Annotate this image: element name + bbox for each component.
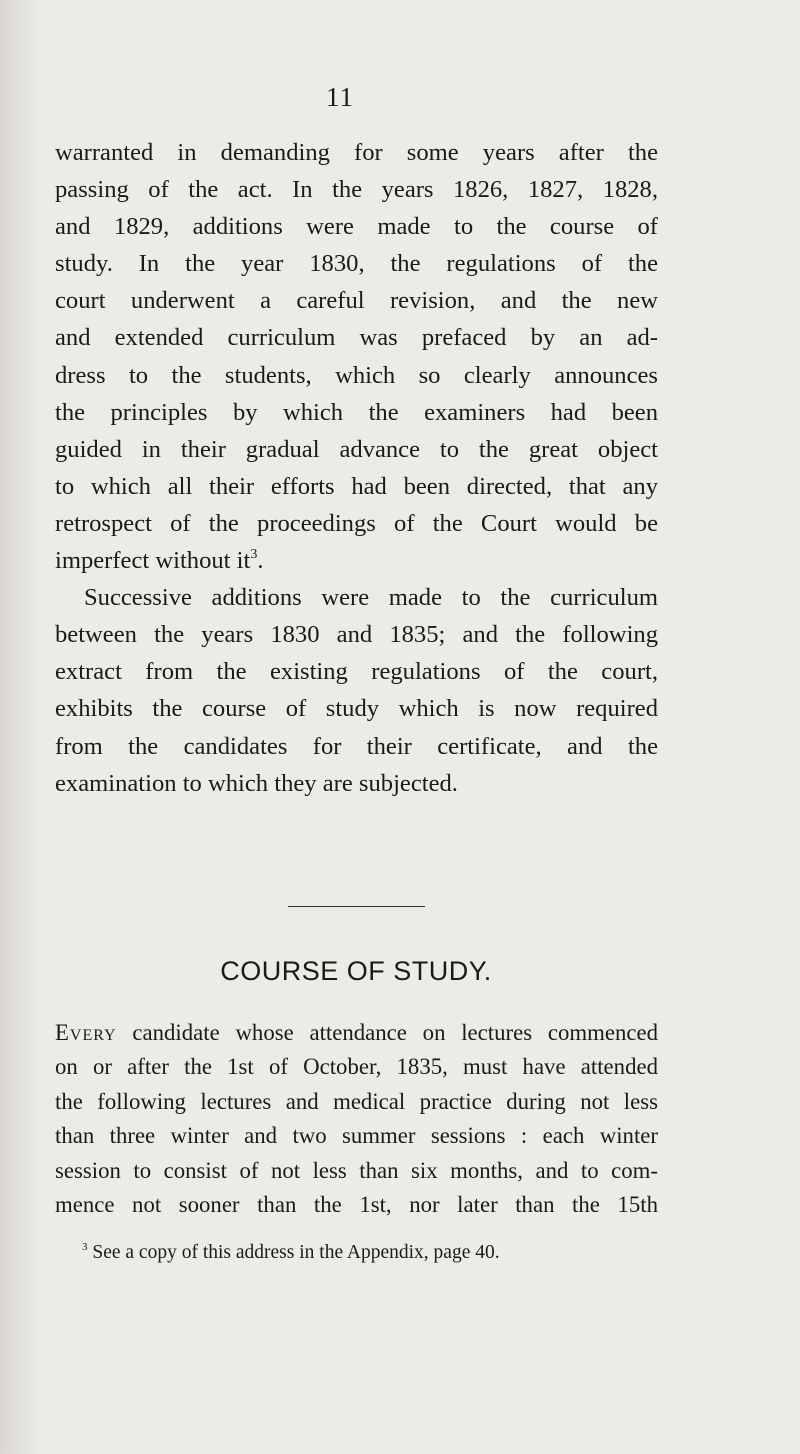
scan-shadow [0,0,44,1454]
text-line: than three winter and two summer sessions : each winter [55,1123,658,1149]
sentence-end: . [257,547,264,575]
text-line: and extended curriculum was prefaced by an ad- [55,324,658,352]
text-line: examination to which they are subjected. [55,769,458,797]
section-heading: COURSE OF STUDY. [220,956,492,986]
text-line: to which all their efforts had been directed, that any [55,472,658,500]
text-line: from the candidates for their certificate, and the [55,732,658,760]
text-line: the following lectures and medical practice during not less [55,1088,658,1114]
first-word-smallcaps: Every [55,1020,117,1045]
text-line: the principles by which the examiners had been [55,398,658,426]
text-line-content: candidate whose attendance on lectures commenced [116,1020,658,1045]
text-line: court underwent a careful revision, and the new [55,287,658,315]
text-line: between the years 1830 and 1835; and the following [55,621,658,649]
text-line [55,1016,658,1050]
section-text [55,1016,658,1222]
footnote-text: See a copy of this address in the Appendix, page 40. [87,1242,500,1263]
text-line: on or after the 1st of October, 1835, must have attended [55,1054,658,1080]
text-line-content: imperfect without it [55,547,251,575]
page-number: 11 [326,82,354,112]
footnote-reference[interactable]: 3 [250,547,258,563]
text-line: guided in their gradual advance to the great object [55,435,658,463]
section-divider [288,906,425,907]
text-line: and 1829, additions were made to the course of [55,213,658,241]
footnote-mark: 3 [82,1241,88,1253]
text-line: exhibits the course of study which is now required [55,695,658,723]
text-line: mence not sooner than the 1st, nor later than the 15th [55,1192,658,1218]
text-line: warranted in demanding for some years after the [55,139,658,166]
text-line: session to consist of not less than six months, and to com- [55,1157,658,1183]
body-text [55,134,658,802]
text-line: extract from the existing regulations of the court, [55,658,658,686]
text-line-last [55,542,658,579]
footnote [82,1241,500,1265]
text-line: study. In the year 1830, the regulations of the [55,250,658,278]
text-line: retrospect of the proceedings of the Court would be [55,509,658,537]
text-line: Successive additions were made to the curriculum [84,584,658,612]
text-line: passing of the act. In the years 1826, 1827, 1828, [55,176,658,204]
text-line: dress to the students, which so clearly announces [55,361,658,389]
